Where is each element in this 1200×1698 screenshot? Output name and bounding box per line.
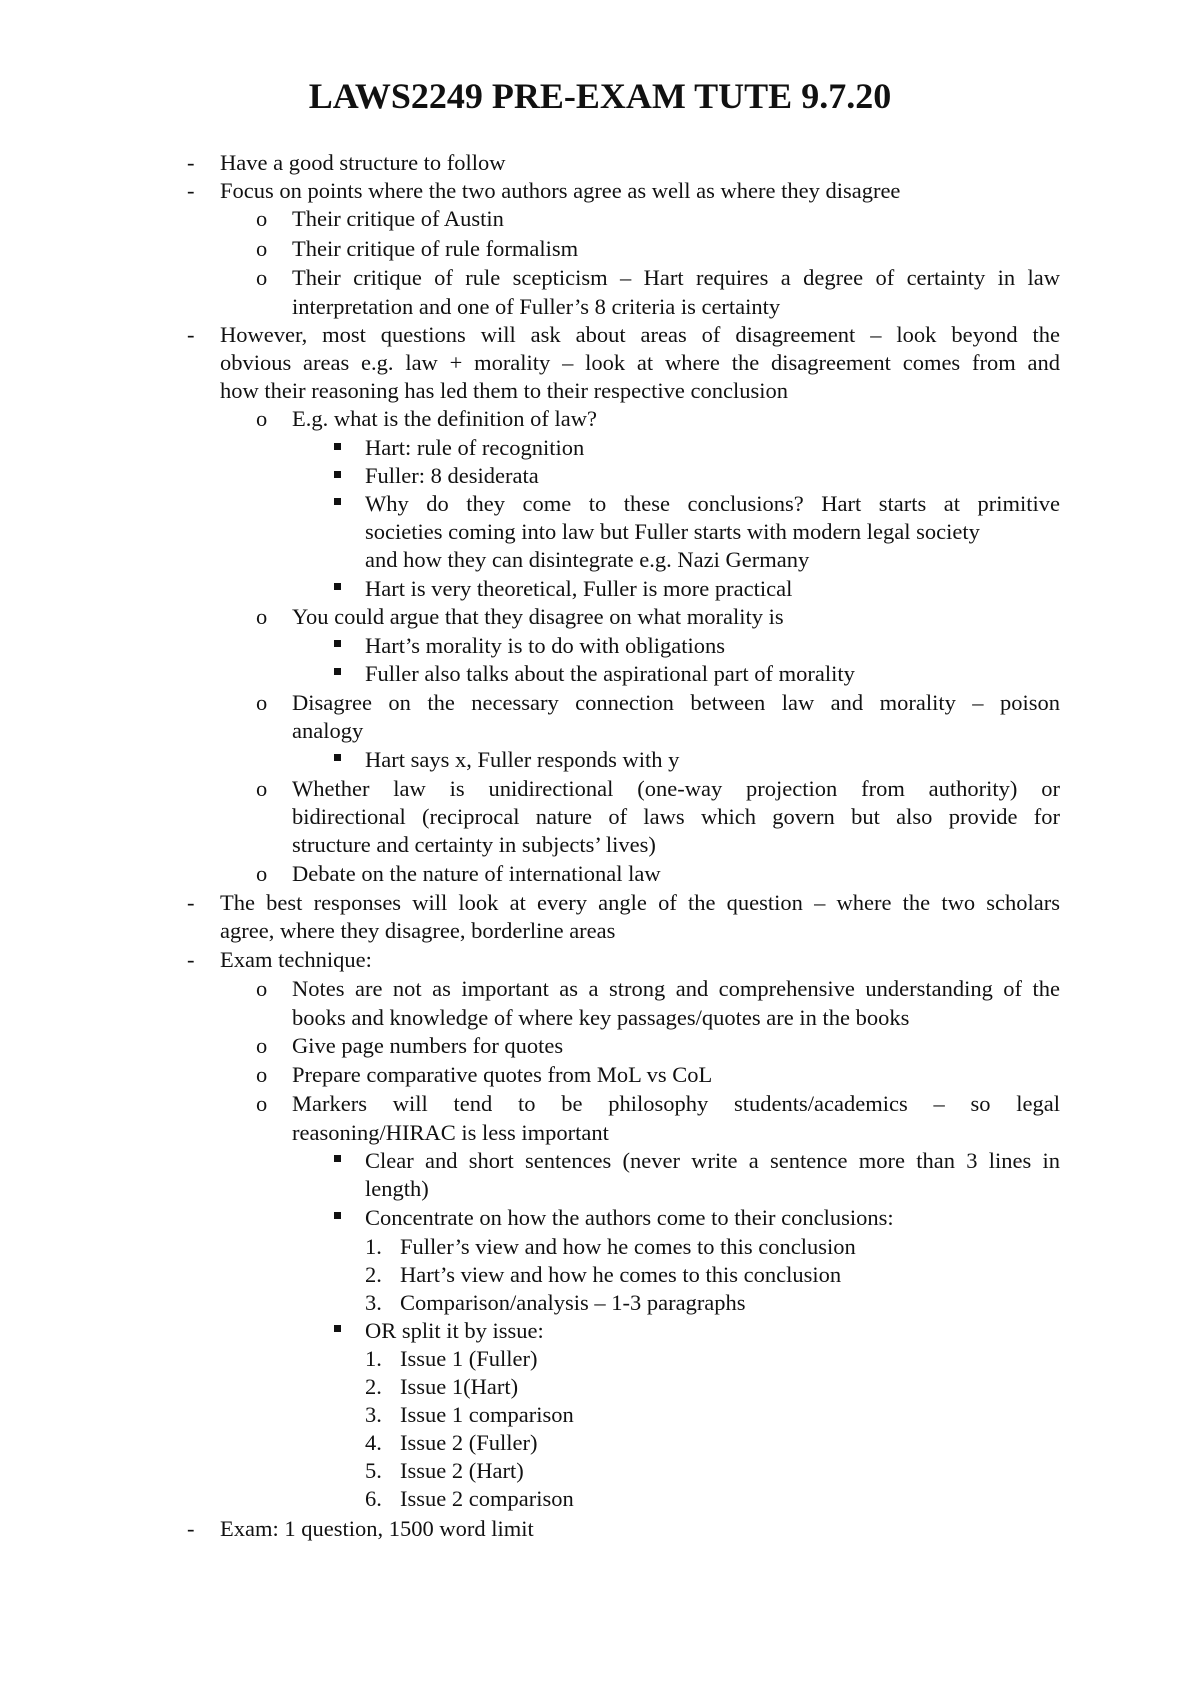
note-line: However, most questions will ask about areas of disagreement – look beyond the bbox=[220, 322, 1060, 347]
circle-bullet: o bbox=[256, 861, 268, 886]
note-line: societies coming into law but Fuller starts with modern legal society bbox=[365, 519, 980, 544]
note-line: Their critique of Austin bbox=[292, 206, 504, 231]
dash-bullet: - bbox=[187, 178, 195, 203]
note-line: Notes are not as important as a strong and comprehensive understanding of the bbox=[292, 976, 1060, 1001]
square-bullet bbox=[334, 583, 341, 590]
note-line: Exam technique: bbox=[220, 947, 372, 972]
note-line: Fuller’s view and how he comes to this conclusion bbox=[400, 1234, 856, 1259]
note-line: Markers will tend to be philosophy students/academics – so legal bbox=[292, 1091, 1060, 1116]
note-line: Clear and short sentences (never write a sentence more than 3 lines in bbox=[365, 1148, 1060, 1173]
note-line: books and knowledge of where key passages/quotes are in the books bbox=[292, 1005, 910, 1030]
note-line: Fuller also talks about the aspirational part of morality bbox=[365, 661, 855, 686]
note-line: Hart says x, Fuller responds with y bbox=[365, 747, 680, 772]
note-line: Issue 1(Hart) bbox=[400, 1374, 519, 1399]
circle-bullet: o bbox=[256, 265, 268, 290]
circle-bullet: o bbox=[256, 1062, 268, 1087]
note-line: length) bbox=[365, 1176, 429, 1201]
note-line: obvious areas e.g. law + morality – look at where the disagreement comes from and bbox=[220, 350, 1060, 375]
circle-bullet: o bbox=[256, 236, 268, 261]
note-line: E.g. what is the definition of law? bbox=[292, 406, 597, 431]
square-bullet bbox=[334, 471, 341, 478]
square-bullet bbox=[334, 668, 341, 675]
circle-bullet: o bbox=[256, 776, 268, 801]
note-line: Their critique of rule scepticism – Hart requires a degree of certainty in law bbox=[292, 265, 1060, 290]
number-marker: 1. bbox=[365, 1346, 382, 1371]
note-line: Fuller: 8 desiderata bbox=[365, 463, 539, 488]
circle-bullet: o bbox=[256, 976, 268, 1001]
note-line: Hart is very theoretical, Fuller is more practical bbox=[365, 576, 793, 601]
square-bullet bbox=[334, 1212, 341, 1219]
note-line: Focus on points where the two authors agree as well as where they disagree bbox=[220, 178, 901, 203]
dash-bullet: - bbox=[187, 947, 195, 972]
dash-bullet: - bbox=[187, 890, 195, 915]
note-line: Prepare comparative quotes from MoL vs CoL bbox=[292, 1062, 713, 1087]
note-line: Concentrate on how the authors come to their conclusions: bbox=[365, 1205, 894, 1230]
number-marker: 3. bbox=[365, 1290, 382, 1315]
note-line: Hart’s view and how he comes to this conclusion bbox=[400, 1262, 842, 1287]
circle-bullet: o bbox=[256, 690, 268, 715]
circle-bullet: o bbox=[256, 1091, 268, 1116]
number-marker: 3. bbox=[365, 1402, 382, 1427]
note-line: how their reasoning has led them to their respective conclusion bbox=[220, 378, 788, 403]
note-line: and how they can disintegrate e.g. Nazi Germany bbox=[365, 547, 810, 572]
note-line: You could argue that they disagree on what morality is bbox=[292, 604, 784, 629]
circle-bullet: o bbox=[256, 604, 268, 629]
circle-bullet: o bbox=[256, 406, 268, 431]
note-line: bidirectional (reciprocal nature of laws which govern but also provide for bbox=[292, 804, 1060, 829]
square-bullet bbox=[334, 754, 341, 761]
note-line: Have a good structure to follow bbox=[220, 150, 506, 175]
dash-bullet: - bbox=[187, 322, 195, 347]
note-line: interpretation and one of Fuller’s 8 criteria is certainty bbox=[292, 294, 781, 319]
dash-bullet: - bbox=[187, 1516, 195, 1541]
note-line: agree, where they disagree, borderline areas bbox=[220, 918, 616, 943]
note-line: Their critique of rule formalism bbox=[292, 236, 579, 261]
note-line: Disagree on the necessary connection between law and morality – poison bbox=[292, 690, 1060, 715]
square-bullet bbox=[334, 498, 341, 505]
note-line: Hart’s morality is to do with obligations bbox=[365, 633, 725, 658]
dash-bullet: - bbox=[187, 150, 195, 175]
number-marker: 2. bbox=[365, 1262, 382, 1287]
note-line: The best responses will look at every angle of the question – where the two scholars bbox=[220, 890, 1060, 915]
note-line: Issue 2 comparison bbox=[400, 1486, 574, 1511]
note-line: Give page numbers for quotes bbox=[292, 1033, 564, 1058]
note-line: Why do they come to these conclusions? Hart starts at primitive bbox=[365, 491, 1060, 516]
note-line: structure and certainty in subjects’ lives) bbox=[292, 832, 656, 857]
number-marker: 5. bbox=[365, 1458, 382, 1483]
note-line: Issue 1 comparison bbox=[400, 1402, 574, 1427]
note-line: Exam: 1 question, 1500 word limit bbox=[220, 1516, 534, 1541]
note-line: reasoning/HIRAC is less important bbox=[292, 1120, 609, 1145]
note-line: analogy bbox=[292, 718, 364, 743]
number-marker: 4. bbox=[365, 1430, 382, 1455]
page-title: LAWS2249 PRE-EXAM TUTE 9.7.20 bbox=[308, 76, 892, 116]
square-bullet bbox=[334, 443, 341, 450]
note-line: OR split it by issue: bbox=[365, 1318, 544, 1343]
note-line: Hart: rule of recognition bbox=[365, 435, 585, 460]
circle-bullet: o bbox=[256, 1033, 268, 1058]
number-marker: 1. bbox=[365, 1234, 382, 1259]
number-marker: 2. bbox=[365, 1374, 382, 1399]
note-line: Whether law is unidirectional (one-way projection from authority) or bbox=[292, 776, 1060, 801]
note-line: Comparison/analysis – 1-3 paragraphs bbox=[400, 1290, 746, 1315]
square-bullet bbox=[334, 1155, 341, 1162]
note-line: Debate on the nature of international law bbox=[292, 861, 661, 886]
note-line: Issue 2 (Hart) bbox=[400, 1458, 524, 1483]
note-line: Issue 2 (Fuller) bbox=[400, 1430, 538, 1455]
number-marker: 6. bbox=[365, 1486, 382, 1511]
square-bullet bbox=[334, 1325, 341, 1332]
square-bullet bbox=[334, 640, 341, 647]
note-line: Issue 1 (Fuller) bbox=[400, 1346, 538, 1371]
circle-bullet: o bbox=[256, 206, 268, 231]
